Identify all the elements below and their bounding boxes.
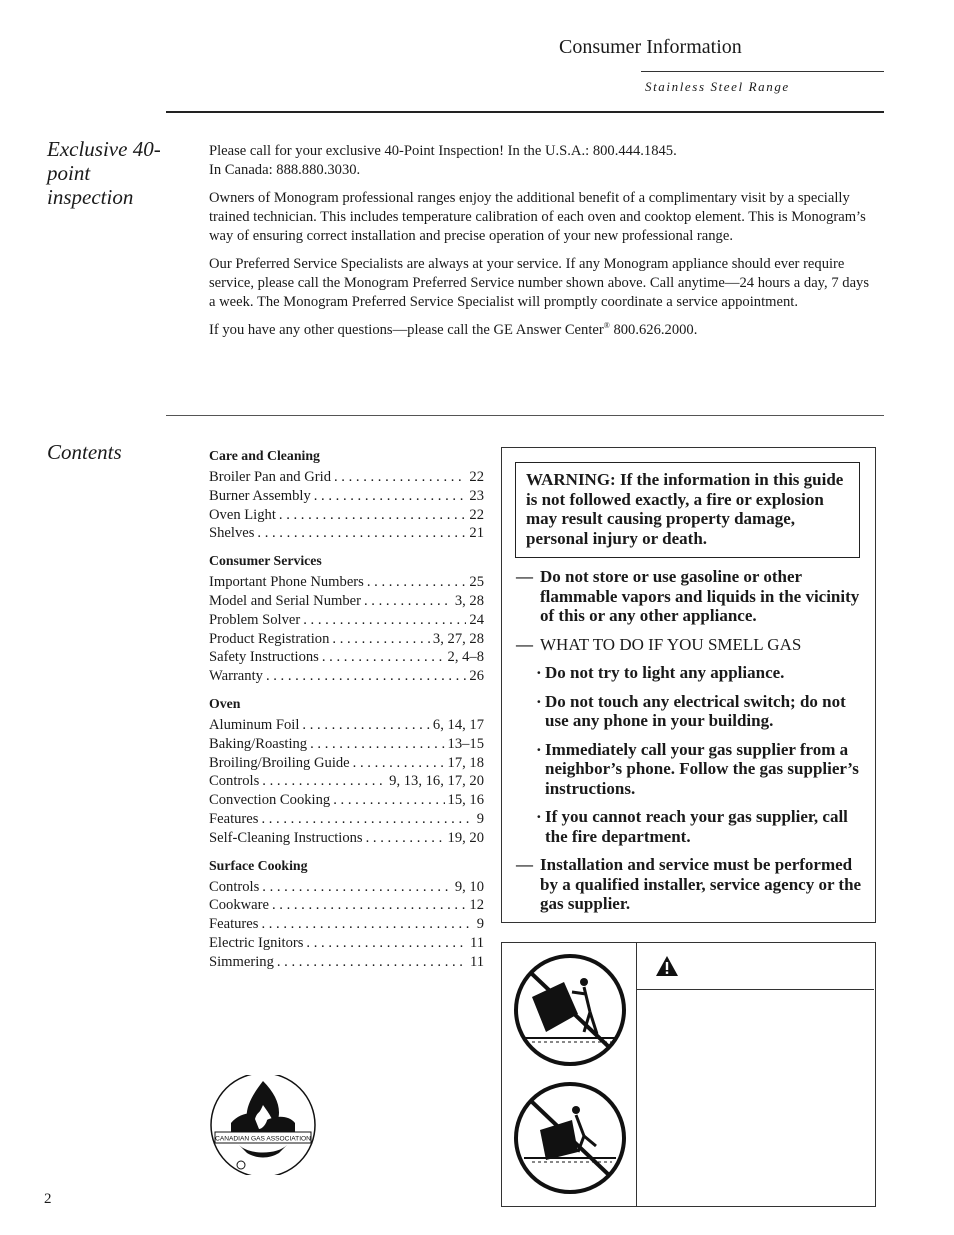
dot-leader [353,754,445,773]
toc-entry-page: 9 [476,810,484,827]
toc-entry [209,915,484,934]
toc-entry-page: 23 [469,487,484,504]
table-of-contents [209,446,484,980]
list-item [516,567,866,626]
dot-leader [257,524,466,543]
warning-triangle-icon [655,955,679,977]
toc-entry [209,791,484,810]
toc-entry-label: Self-Cleaning Instructions [209,829,363,846]
logo-text: CANADIAN GAS ASSOCIATION [215,1135,311,1143]
dot-leader [261,810,473,829]
toc-entry-label: Convection Cooking [209,792,331,809]
toc-entry-label: Features [209,810,259,827]
bullet-marker: · [536,739,542,759]
toc-entry-label: Electric Ignitors [209,934,304,951]
bullet-marker: · [536,807,542,826]
registered-mark: ® [603,321,610,331]
dot-leader [367,573,467,592]
toc-entry-label: Broiler Pan and Grid [209,469,331,485]
gas-bullet-3: Immediately call your gas supplier from a neighbor’s phone. Follow the gas supplier’s instructions. [545,739,859,798]
toc-entry-page: 11 [469,953,484,970]
dot-leader [306,934,467,953]
toc-entry-page: 6, 14, 17 [432,716,484,733]
toc-entry-page: 25 [469,574,484,591]
inspection-paragraph-4 [209,321,876,340]
inspection-usa-phone-line: Please call for your exclusive 40-Point Inspection! In the U.S.A.: 800.444.1845. [209,143,677,159]
toc-entry-page: 15, 16 [447,792,484,809]
warning-statement: WARNING: If the information in this guide is not followed exactly, a fire or explosion may result causing property damage, personal injury or death. [515,462,860,558]
toc-entry [209,487,484,506]
answer-center-number: 800.626.2000. [609,322,698,338]
dot-leader [364,592,452,611]
toc-entry-label: Controls [209,773,260,790]
toc-entry-page: 19, 20 [447,829,484,846]
toc-entry-page: 11 [469,934,484,951]
toc-entry-page: 3, 27, 28 [432,630,484,647]
toc-entry [209,611,484,630]
toc-entry-label: Baking/Roasting [209,735,308,752]
toc-entry-label: Cookware [209,897,269,914]
inspection-paragraph-3: Our Preferred Service Specialists are always at your service. If any Monogram appliance should ever require service, please call the Monogram Preferred Service number shown above. Call anytime—24 hours a day, 7 days a week. The Monogram Preferred Service Specialist will promptly coordinate a service appointment. [209,256,870,310]
toc-section-heading: Consumer Services [209,553,322,569]
page-header-title: Consumer Information [559,36,742,58]
toc-section-heading: Care and Cleaning [209,448,320,463]
toc-entry [209,810,484,829]
gas-bullet-4: If you cannot reach your gas supplier, call the fire department. [545,807,848,846]
toc-entry-page: 26 [469,668,484,685]
page-header-subtitle: Stainless Steel Range [645,79,790,94]
toc-entry [209,754,484,773]
dot-leader [334,468,466,487]
toc-entry-page: 21 [469,525,484,542]
dash-marker: — [516,634,533,654]
dot-leader [266,667,466,686]
toc-entry-label: Controls [209,878,260,895]
toc-entry-label: Model and Serial Number [209,592,361,609]
toc-entry-page: 22 [469,506,484,523]
toc-entry-page: 22 [469,469,484,485]
page-number: 2 [44,1191,52,1207]
toc-entry-page: 2, 4–8 [447,649,484,666]
dash-marker: — [516,855,533,874]
list-item [516,635,866,655]
toc-entry-page: 13–15 [447,735,484,752]
dot-leader [262,878,452,897]
inspection-canada-phone-line: In Canada: 888.880.3030. [209,162,361,178]
toc-entry-label: Warranty [209,668,263,685]
toc-entry [209,630,484,649]
toc-entry [209,772,484,791]
list-item [536,740,866,799]
toc-entry-label: Features [209,916,259,933]
toc-section [209,446,484,543]
toc-entry-page: 9, 13, 16, 17, 20 [389,773,484,790]
dot-leader [302,716,430,735]
toc-section [209,551,484,686]
toc-section [209,856,484,972]
toc-entry [209,829,484,848]
gas-safety-instructions [516,567,866,923]
toc-section [209,694,484,848]
panel-rule [637,989,874,990]
installation-instruction: Installation and service must be performed by a qualified installer, service agency or the gas supplier. [540,855,862,913]
dot-leader [272,896,466,915]
toc-entry-label: Shelves [209,525,255,542]
toc-entry [209,953,484,972]
dot-leader [322,648,445,667]
toc-entry-label: Broiling/Broiling Guide [209,754,350,771]
dot-leader [314,487,467,506]
list-item [516,855,866,914]
toc-entry [209,468,484,487]
toc-section-heading: Surface Cooking [209,857,308,873]
flammable-vapors-instruction: Do not store or use gasoline or other flammable vapors and liquids in the vicinity of this or any other appliance. [540,567,860,625]
dash-marker: — [516,567,533,586]
toc-entry-page: 9 [476,916,484,933]
toc-entry-page: 9, 10 [454,878,484,895]
toc-entry [209,506,484,525]
toc-entry-label: Aluminum Foil [209,716,300,733]
smell-gas-heading: WHAT TO DO IF YOU SMELL GAS [540,634,802,654]
inspection-body [209,142,876,349]
list-item [536,807,866,846]
toc-entry [209,934,484,953]
answer-center-text: If you have any other questions—please call the GE Answer Center [209,322,604,338]
gas-bullet-2: Do not touch any electrical switch; do not use any phone in your building. [545,691,846,730]
toc-entry-label: Oven Light [209,506,276,523]
dot-leader [279,506,467,525]
panel-divider [636,943,637,1206]
bullet-marker: · [536,691,542,711]
list-item [536,663,866,683]
toc-entry-label: Problem Solver [209,611,301,628]
toc-entry-label: Burner Assembly [209,487,311,504]
toc-entry [209,716,484,735]
toc-entry-page: 3, 28 [454,592,484,609]
toc-entry-page: 24 [469,611,484,628]
inspection-paragraph-2: Owners of Monogram professional ranges enjoy the additional benefit of a complimentary visit by a specially trained technician. This includes temperature calibration of each oven and cooktop element. This is Monogram’s way of ensuring correct installation and precise operation of your new professional range. [209,190,866,244]
dot-leader [332,630,430,649]
toc-entry [209,573,484,592]
toc-section-heading: Oven [209,695,241,711]
range-tipping-forward-icon [512,952,628,1068]
toc-entry [209,648,484,667]
header-rule [166,111,884,113]
dot-leader [262,772,386,791]
toc-entry-label: Simmering [209,953,274,970]
toc-entry-label: Safety Instructions [209,649,319,666]
dot-leader [310,735,444,754]
contents-heading: Contents [47,440,122,464]
toc-entry [209,592,484,611]
toc-entry [209,667,484,686]
dot-leader [366,829,445,848]
toc-entry-page: 17, 18 [447,754,484,771]
toc-entry-page: 12 [469,897,484,914]
toc-entry [209,735,484,754]
inspection-paragraph-1 [209,142,876,180]
dot-leader [303,611,466,630]
toc-entry [209,896,484,915]
canadian-gas-association-logo [209,1075,317,1175]
dot-leader [277,953,467,972]
dot-leader [333,791,444,810]
toc-entry [209,878,484,897]
toc-entry-label: Important Phone Numbers [209,574,364,591]
inspection-heading: Exclusive 40-point inspection [47,137,161,209]
list-item [536,692,866,731]
range-tipping-over-icon [512,1080,628,1196]
gas-bullet-1: Do not try to light any appliance. [545,663,785,682]
dot-leader [261,915,473,934]
toc-entry [209,524,484,543]
section-divider [166,415,884,416]
toc-entry-label: Product Registration [209,630,330,647]
header-divider [641,71,884,72]
bullet-marker: · [536,663,542,682]
